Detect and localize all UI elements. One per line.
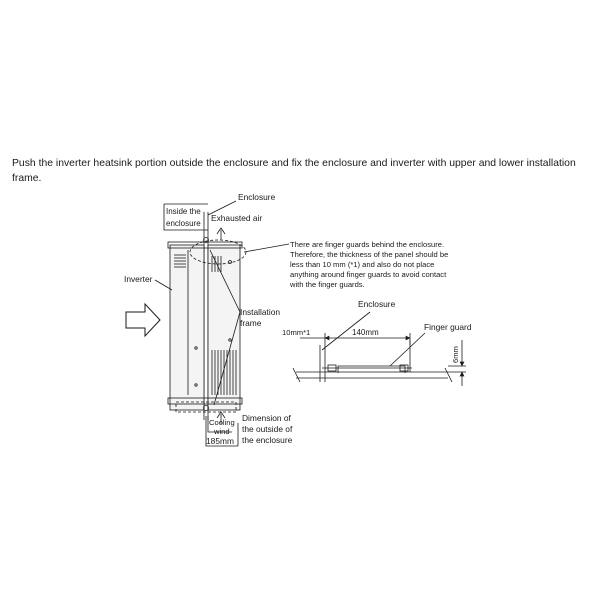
label-enclosure-detail: Enclosure: [358, 299, 396, 309]
note-line-2: Therefore, the thickness of the panel should be: [290, 250, 449, 259]
leader-inverter: [155, 280, 172, 290]
label-dim-185: 185mm: [206, 436, 234, 446]
note-line-4: anything around finger guards to avoid contact: [290, 270, 447, 279]
label-dim-outside-1: Dimension of: [242, 413, 291, 423]
exhausted-air-arrow: [217, 228, 225, 240]
label-finger-guard: Finger guard: [424, 322, 472, 332]
label-inverter: Inverter: [124, 274, 153, 284]
label-exhausted-air: Exhausted air: [211, 213, 263, 223]
note-line-3: less than 10 mm (*1) and also do not place: [290, 260, 435, 269]
detail-break-right: [445, 368, 452, 382]
label-inside-2: enclosure: [166, 219, 201, 228]
label-dim-outside-2: the outside of: [242, 424, 293, 434]
note-line-1: There are finger guards behind the enclosure.: [290, 240, 445, 249]
detail-break-left: [293, 368, 300, 382]
label-dim-140: 140mm: [352, 328, 379, 337]
label-cooling-2: wind: [214, 427, 230, 436]
label-inside-1: Inside the: [166, 207, 201, 216]
label-dim-10: 10mm*1: [282, 328, 311, 337]
label-enclosure-top: Enclosure: [238, 192, 276, 202]
label-installation-1: Installation: [240, 307, 281, 317]
label-dim-outside-3: the enclosure: [242, 435, 293, 445]
instruction-text: Push the inverter heatsink portion outside the enclosure and fix the enclosure and inverter with upper and lower installation frame.: [12, 158, 576, 184]
leader-note: [244, 244, 289, 252]
note-line-5: with the finger guards.: [290, 280, 365, 289]
label-installation-2: frame: [240, 318, 262, 328]
label-cooling-1: Cooling: [209, 418, 235, 427]
inverter-body: [170, 245, 204, 410]
label-dim-6: 6mm: [451, 346, 460, 363]
push-arrow: [126, 304, 160, 336]
